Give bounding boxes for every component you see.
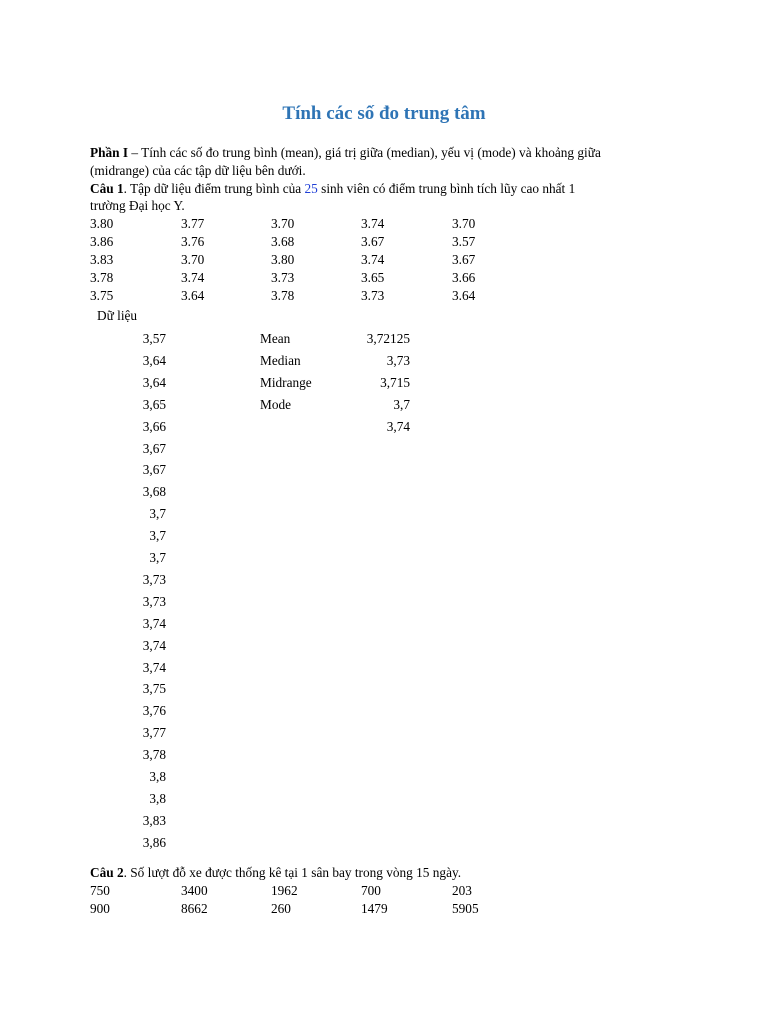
list-item: 3,74 — [142, 615, 166, 631]
table-cell: 900 — [90, 901, 110, 916]
stat-value: 3,73 — [386, 352, 410, 368]
q1-line2: trường Đại học Y. — [90, 198, 185, 213]
q2-line1 — [90, 866, 680, 879]
table-cell: 3.77 — [181, 216, 205, 231]
table-cell: 700 — [361, 883, 381, 898]
list-item: 3,76 — [142, 703, 166, 719]
list-item: 3,66 — [142, 418, 166, 434]
q1-text-after: sinh viên có điểm trung bình tích lũy cao nhất 1 — [317, 181, 576, 196]
list-item: 3,75 — [142, 681, 166, 697]
list-item: 3,74 — [142, 637, 166, 653]
page-title: Tính các số đo trung tâm — [282, 103, 486, 124]
table-cell: 3.75 — [90, 288, 114, 303]
table-cell: 3.70 — [181, 252, 205, 267]
table-cell: 3.74 — [181, 270, 205, 285]
stat-value: 3,74 — [386, 418, 410, 434]
table-cell: 3.65 — [361, 270, 385, 285]
list-item: 3,7 — [149, 528, 166, 544]
stat-label: Midrange — [260, 374, 312, 390]
table-cell: 3.73 — [271, 270, 295, 285]
table-cell: 3400 — [181, 883, 208, 898]
table-cell: 750 — [90, 883, 110, 898]
table-cell: 1962 — [271, 883, 298, 898]
table-cell: 3.70 — [452, 216, 476, 231]
list-item: 3,73 — [142, 571, 166, 587]
q1-label: Câu 1 — [90, 181, 124, 196]
list-item: 3,67 — [142, 462, 166, 478]
stat-label: Median — [260, 352, 301, 368]
list-item: 3,65 — [142, 396, 166, 412]
list-item: 3,8 — [149, 769, 166, 784]
stat-label: Mode — [260, 396, 292, 412]
list-item: 3,8 — [149, 790, 166, 806]
table-cell: 5905 — [452, 901, 479, 916]
stat-value: 3,715 — [380, 374, 410, 390]
list-item: 3,7 — [149, 550, 166, 565]
table-cell: 203 — [452, 883, 472, 898]
table-cell: 3.86 — [90, 234, 114, 249]
table-cell: 3.70 — [271, 216, 295, 231]
table-cell: 3.80 — [271, 252, 295, 267]
table-cell: 3.80 — [90, 216, 114, 231]
list-item: 3,64 — [142, 374, 166, 390]
list-item: 3,68 — [142, 484, 166, 500]
q1-highlight: 25 — [304, 181, 318, 196]
table-cell: 3.64 — [452, 288, 476, 303]
table-cell: 3.64 — [181, 288, 205, 303]
table-cell: 3.83 — [90, 252, 114, 267]
part1-line2: (midrange) của các tập dữ liệu bên dưới. — [90, 163, 306, 178]
list-item: 3,86 — [142, 834, 166, 850]
q2-label: Câu 2 — [90, 865, 124, 880]
table-cell: 3.66 — [452, 270, 476, 285]
table-cell: 3.57 — [452, 234, 476, 249]
table-cell: 3.78 — [271, 288, 295, 303]
stat-value: 3,72125 — [366, 331, 410, 346]
table-cell: 3.67 — [361, 234, 385, 249]
list-item: 3,73 — [142, 593, 166, 609]
q2-text: . Số lượt đỗ xe được thống kê tại 1 sân bay trong vòng 15 ngày. — [123, 865, 462, 880]
table-cell: 8662 — [181, 901, 208, 916]
table-cell: 3.67 — [452, 252, 476, 267]
list-item: 3,64 — [142, 352, 166, 368]
list-item: 3,77 — [142, 725, 166, 741]
stat-label: Mean — [260, 331, 291, 346]
list-item: 3,83 — [142, 812, 166, 828]
table-cell: 3.78 — [90, 270, 114, 285]
list-item: 3,67 — [142, 440, 166, 456]
table-cell: 3.74 — [361, 252, 385, 267]
q1-text-before: . Tập dữ liệu điểm trung bình của — [123, 181, 305, 196]
part1-line1 — [90, 146, 680, 159]
list-item: 3,57 — [142, 331, 166, 346]
data-label: Dữ liệu — [97, 308, 138, 323]
part1-text: – Tính các số đo trung bình (mean), giá trị giữa (median), yếu vị (mode) và khoảng giữa — [128, 145, 601, 160]
q1-line1 — [90, 182, 680, 195]
table-cell: 3.74 — [361, 216, 385, 231]
table-cell: 3.73 — [361, 288, 385, 303]
table-cell: 3.76 — [181, 234, 205, 249]
table-cell: 1479 — [361, 901, 388, 916]
table-cell: 3.68 — [271, 234, 295, 249]
list-item: 3,74 — [142, 659, 166, 675]
part1-label: Phần I — [90, 145, 129, 160]
stat-value: 3,7 — [393, 396, 410, 412]
list-item: 3,78 — [142, 747, 166, 763]
table-cell: 260 — [271, 901, 291, 916]
list-item: 3,7 — [149, 506, 166, 522]
